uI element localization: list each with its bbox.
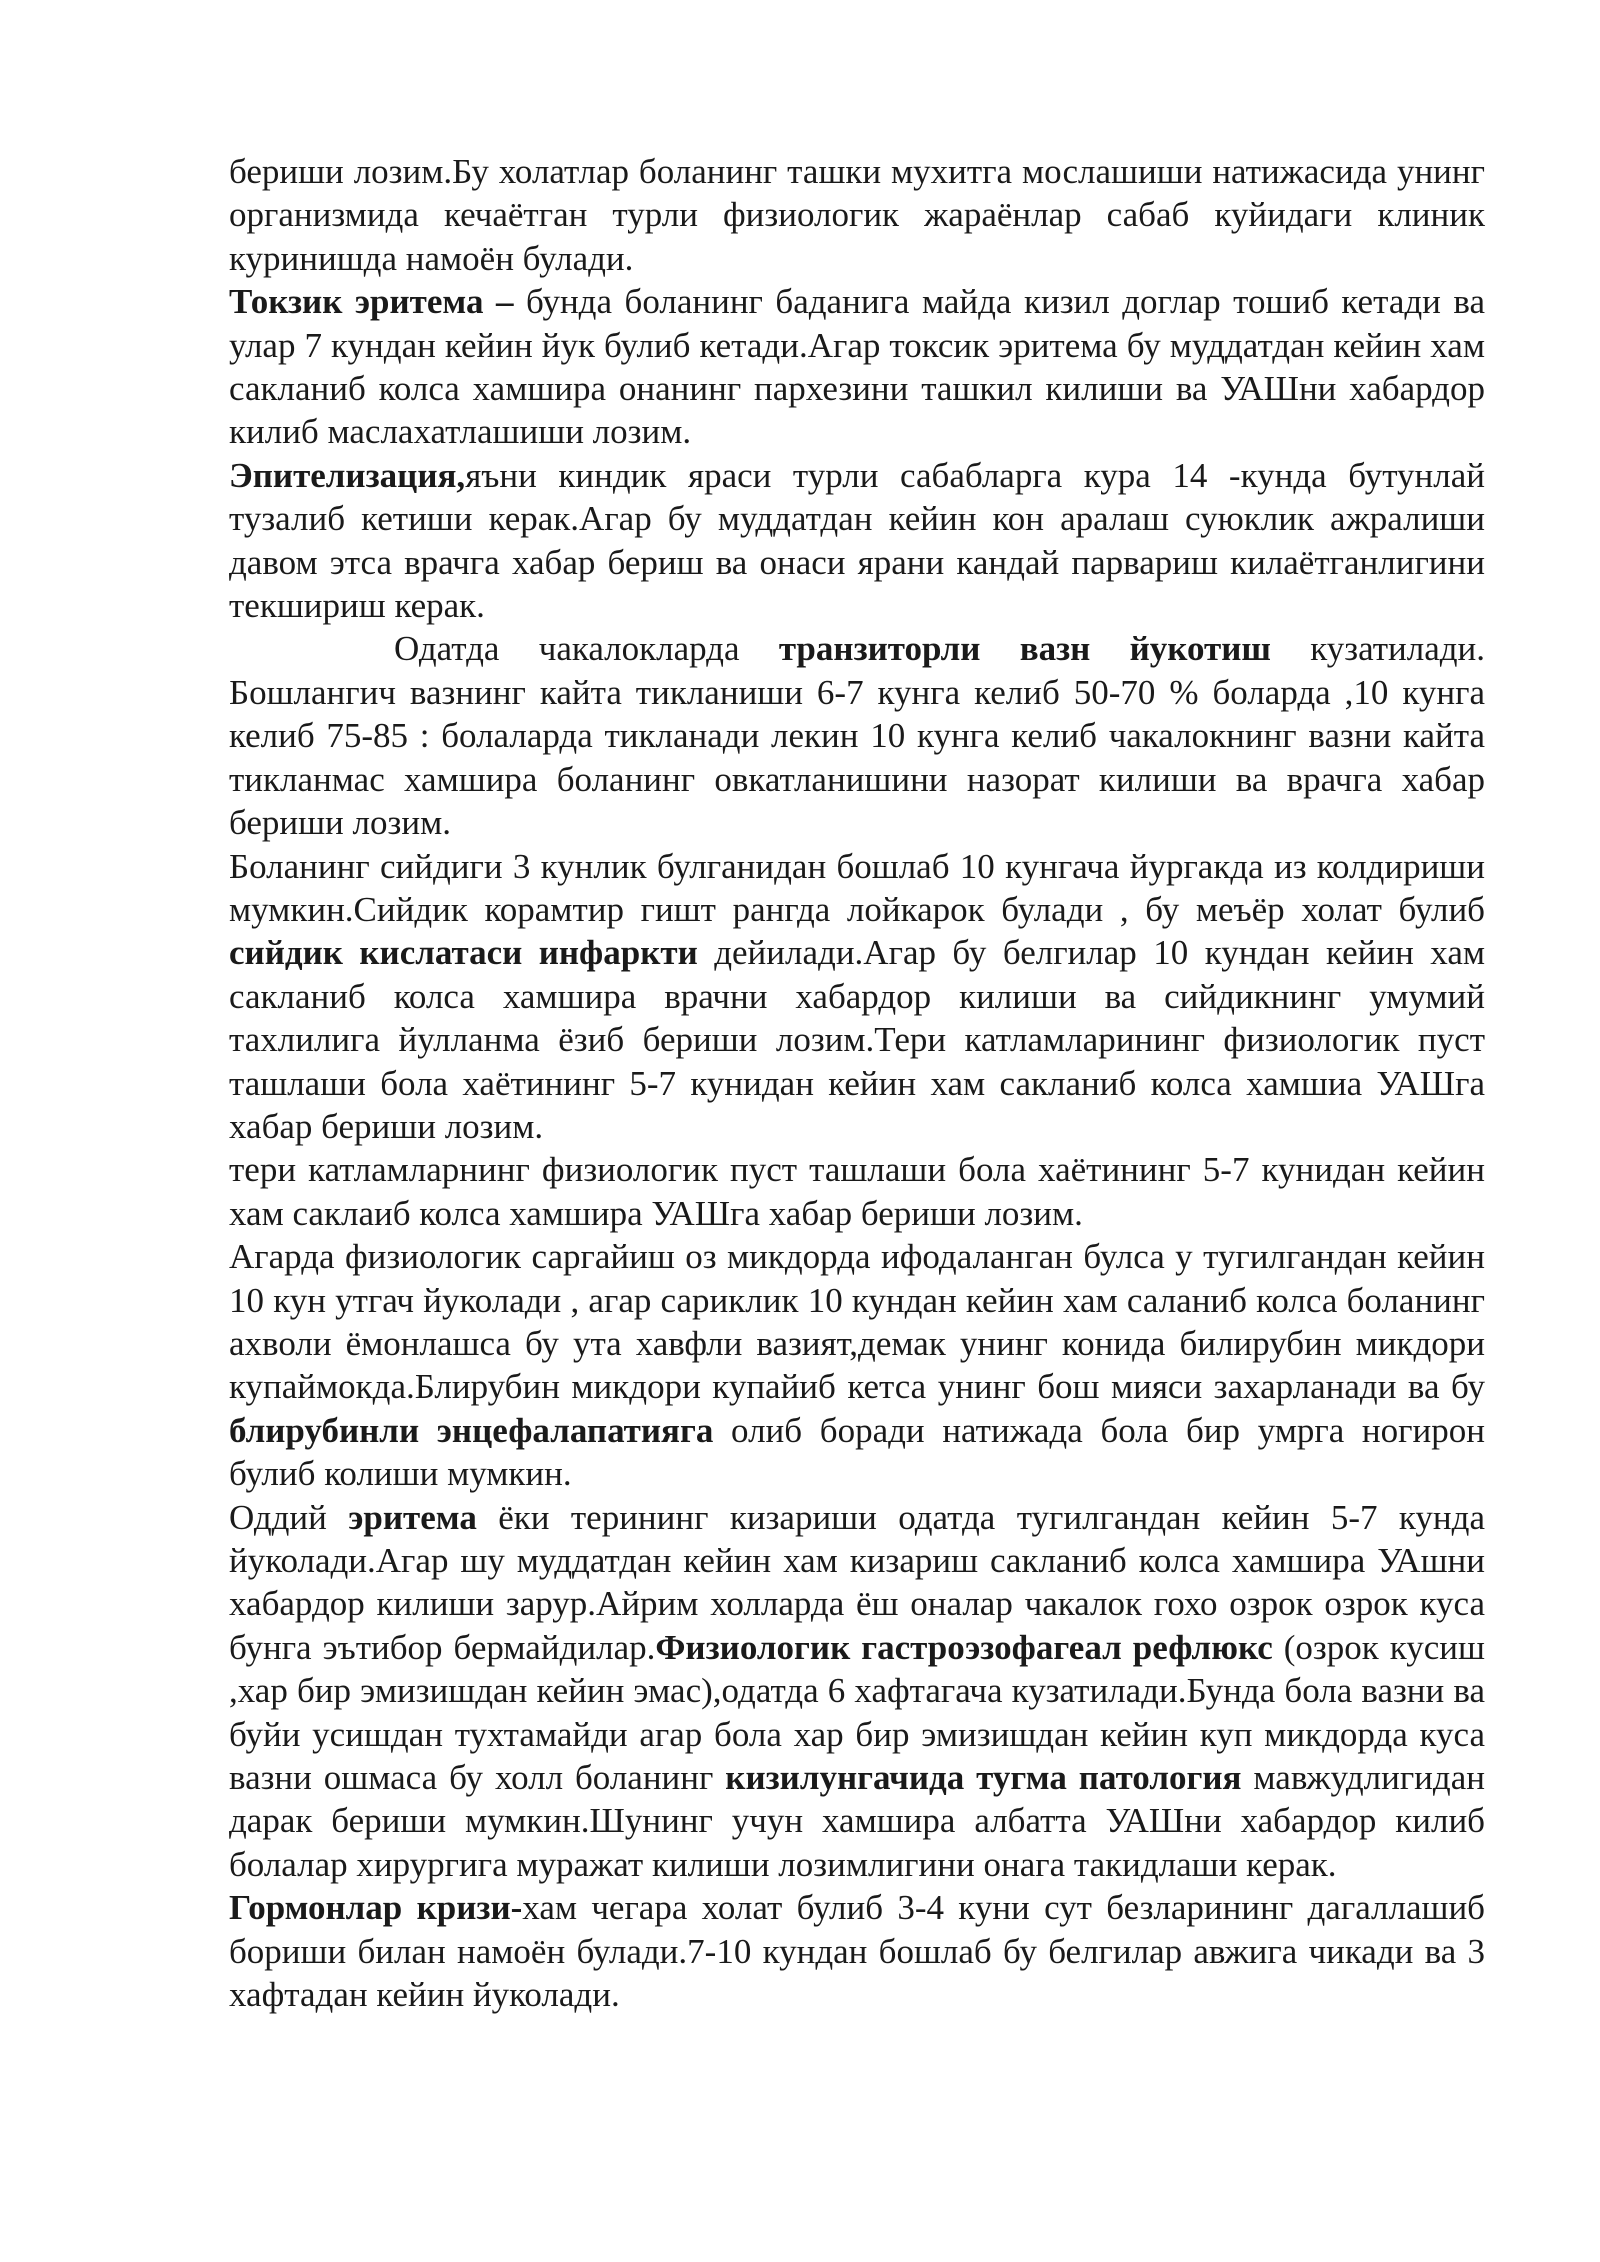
document-page: [229, 150, 1485, 2016]
text-run: тери катламларнинг физиологик пуст ташлаши бола хаётининг 5-7 кунидан кейин хам саклаиб колса хамшира УАШга хабар бериши лозим.: [229, 1150, 1485, 1233]
term-toxic-erythema: Токзик эритема –: [229, 282, 514, 322]
text-run: Боланинг сийдиги 3 кунлик булганидан бошлаб 10 кунгача йургакда из колдириши мумкин.Сийдик корамтир гишт рангда лойкарок булади , бу меъёр холат булиб: [229, 846, 1485, 929]
text-run: олиб боради натижада бола бир умрга ногирон булиб колиши мумкин.: [229, 1410, 1485, 1494]
text-run: кузатилади. Бошлангич вазнинг кайта тикланиши 6-7 кунга келиб 50-70 % боларда ,10 кунга келиб 75-85 : болаларда тикланади лекин 10 кунга келиб чакалокнинг вазни кайта тикланмас хамшира боланинг овкатланишини назорат килиши ва врачга хабар бериши лозим.: [229, 629, 1486, 843]
paragraph-weight-loss: [229, 627, 1485, 844]
paragraph-uric-acid-infarct: [229, 845, 1485, 1149]
text-run: ёки терининг кизариши одатда тугилгандан кейин 5-7 кунда йуколади.Агар шу муддатдан кейин хам кизариш сакланиб колса хамшира УАшни хабардор килиши зарур.Айрим холларда ёш оналар чакалок гохо озрок озрок куса бунга эътибор бермайдилар.: [229, 1497, 1485, 1667]
paragraph-newborn-adaptation: [229, 150, 1485, 280]
text-run: мавжудлигидан дарак бериши мумкин.Шунинг учун хамшира албатта УАШни хабардор килиб болалар хирургига муражат килиши лозимлигини онага такидлаши керак.: [229, 1758, 1485, 1884]
term-epithelization: Эпителизация,: [229, 455, 466, 495]
text-run: (озрок кусиш ,хар бир эмизишдан кейин эмас),одатда 6 хафтагача кузатилади.Бунда бола вазни ва буйи усишдан тухтамайди агар бола хар бир эмизишдан кейин куп микдорда куса вазни ошмаса бу холл боланинг: [229, 1627, 1485, 1798]
text-run: дейилади.Агар бу белгилар 10 кундан кейин хам сакланиб колса хамшира врачни хабардор килиши ва сийдикнинг умумий тахлилига йулланма ёзиб бериши лозим.Тери катламларининг физиологик пуст ташлаши бола хаётининг 5-7 кунидан кейин хам сакланиб колса хамшиа УАШга хабар бериши лозим.: [229, 933, 1485, 1146]
paragraph-jaundice: [229, 1235, 1485, 1495]
paragraph-epithelization: [229, 454, 1485, 628]
text-run: Одатда чакалокларда: [394, 629, 779, 669]
text-run: хам чегара холат булиб 3-4 куни сут безларининг дагаллашиб бориши билан намоён булади.7-10 кундан бошлаб бу белгилар авжига чикади ва 3 хафтадан кейин йуколади.: [229, 1888, 1485, 2015]
term-gastroesophageal-reflux: Физиологик гастроэзофагеал рефлюкс: [655, 1627, 1273, 1667]
term-erythema: эритема: [348, 1497, 477, 1537]
text-run: Оддий: [229, 1497, 349, 1537]
text-run: бериши лозим.Бу холатлар боланинг ташки мухитга мослашиши натижасида унинг организмида кечаётган турли физиологик жараёнлар сабаб куйидаги клиник куринишда намоён булади.: [229, 152, 1485, 278]
term-transitory-weight-loss: транзиторли вазн йукотиш: [778, 629, 1271, 669]
term-uric-acid-infarct: сийдик кислатаси инфаркти: [229, 933, 698, 973]
text-run: бунда боланинг баданига майда кизил доглар тошиб кетади ва улар 7 кундан кейин йук булиб кетади.Агар токсик эритема бу муддатдан кейин хам сакланиб колса хамшира онанинг пархезини ташкил килиши ва УАШни хабардор килиб маслахатлашиши лозим.: [229, 282, 1485, 452]
term-bilirubin-encephalopathy: блирубинли энцефалапатияга: [229, 1410, 714, 1450]
text-run: Агарда физиологик саргайиш оз микдорда ифодаланган булса у тугилгандан кейин 10 кун утгач йуколади , агар сариклик 10 кундан кейин хам саланиб колса боланинг ахволи ёмонлашса бу ута хавфли вазият,демак унинг конида билирубин микдори купаймокда.Блирубин микдори купайиб кетса унинг бош мияси захарланади ва бу: [229, 1237, 1485, 1407]
text-run: яъни киндик яраси турли сабабларга кура 14 -кунда бутунлай тузалиб кетиши керак.Агар бу муддатдан кейин кон аралаш суюклик ажралиши давом этса врачга хабар бериш ва онаси ярани кандай парвариш килаётганлигини текшириш керак.: [229, 455, 1485, 626]
term-congenital-pathology: кизилунгачида тугма патология: [725, 1758, 1242, 1798]
term-hormonal-crisis: Гормонлар кризи-: [229, 1888, 523, 1928]
paragraph-hormonal-crisis: [229, 1886, 1485, 2016]
paragraph-simple-erythema-reflux: [229, 1496, 1485, 1887]
paragraph-toxic-erythema: [229, 280, 1485, 454]
paragraph-skin-peeling: [229, 1148, 1485, 1235]
